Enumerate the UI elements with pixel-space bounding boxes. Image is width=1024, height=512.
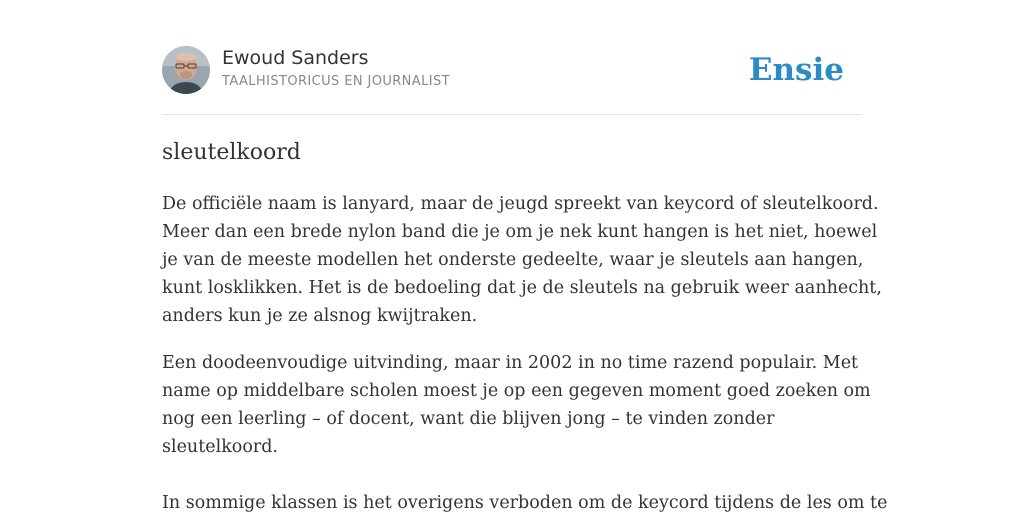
paragraph-line: De officiële naam is lanyard, maar de jeugd spreekt van keycord of sleutelkoord. [162,194,879,214]
article-title: sleutelkoord [162,140,301,165]
ensie-logo-link[interactable]: Ensie [748,52,844,88]
paragraph-line: sleutelkoord. [162,437,278,457]
paragraph-line: In sommige klassen is het overigens verboden om de keycord tijdens de les om te [162,493,888,512]
paragraph-line: anders kun je ze alsnog kwijtraken. [162,306,478,326]
author-role: TAALHISTORICUS EN JOURNALIST [222,74,450,89]
paragraph-line: nog een leerling – of docent, want die blijven jong – te vinden zonder [162,409,775,429]
author-header [162,46,862,115]
article-body [162,190,888,512]
paragraph-line: name op middelbare scholen moest je op een gegeven moment goed zoeken om [162,381,871,401]
paragraph-line: je van de meeste modellen het onderste gedeelte, waar je sleutels aan hangen, [162,250,864,270]
author-name[interactable]: Ewoud Sanders [222,47,369,69]
paragraph-line: kunt losklikken. Het is de bedoeling dat je de sleutels na gebruik weer aanhecht, [162,278,882,298]
paragraph-3 [162,489,888,512]
avatar-portrait-image [162,46,210,94]
paragraph-1 [162,190,882,330]
paragraph-line: Een doodeenvoudige uitvinding, maar in 2002 in no time razend populair. Met [162,353,859,373]
author-avatar[interactable] [162,46,210,94]
paragraph-2 [162,349,871,461]
paragraph-line: Meer dan een brede nylon band die je om je nek kunt hangen is het niet, hoewel [162,222,878,242]
